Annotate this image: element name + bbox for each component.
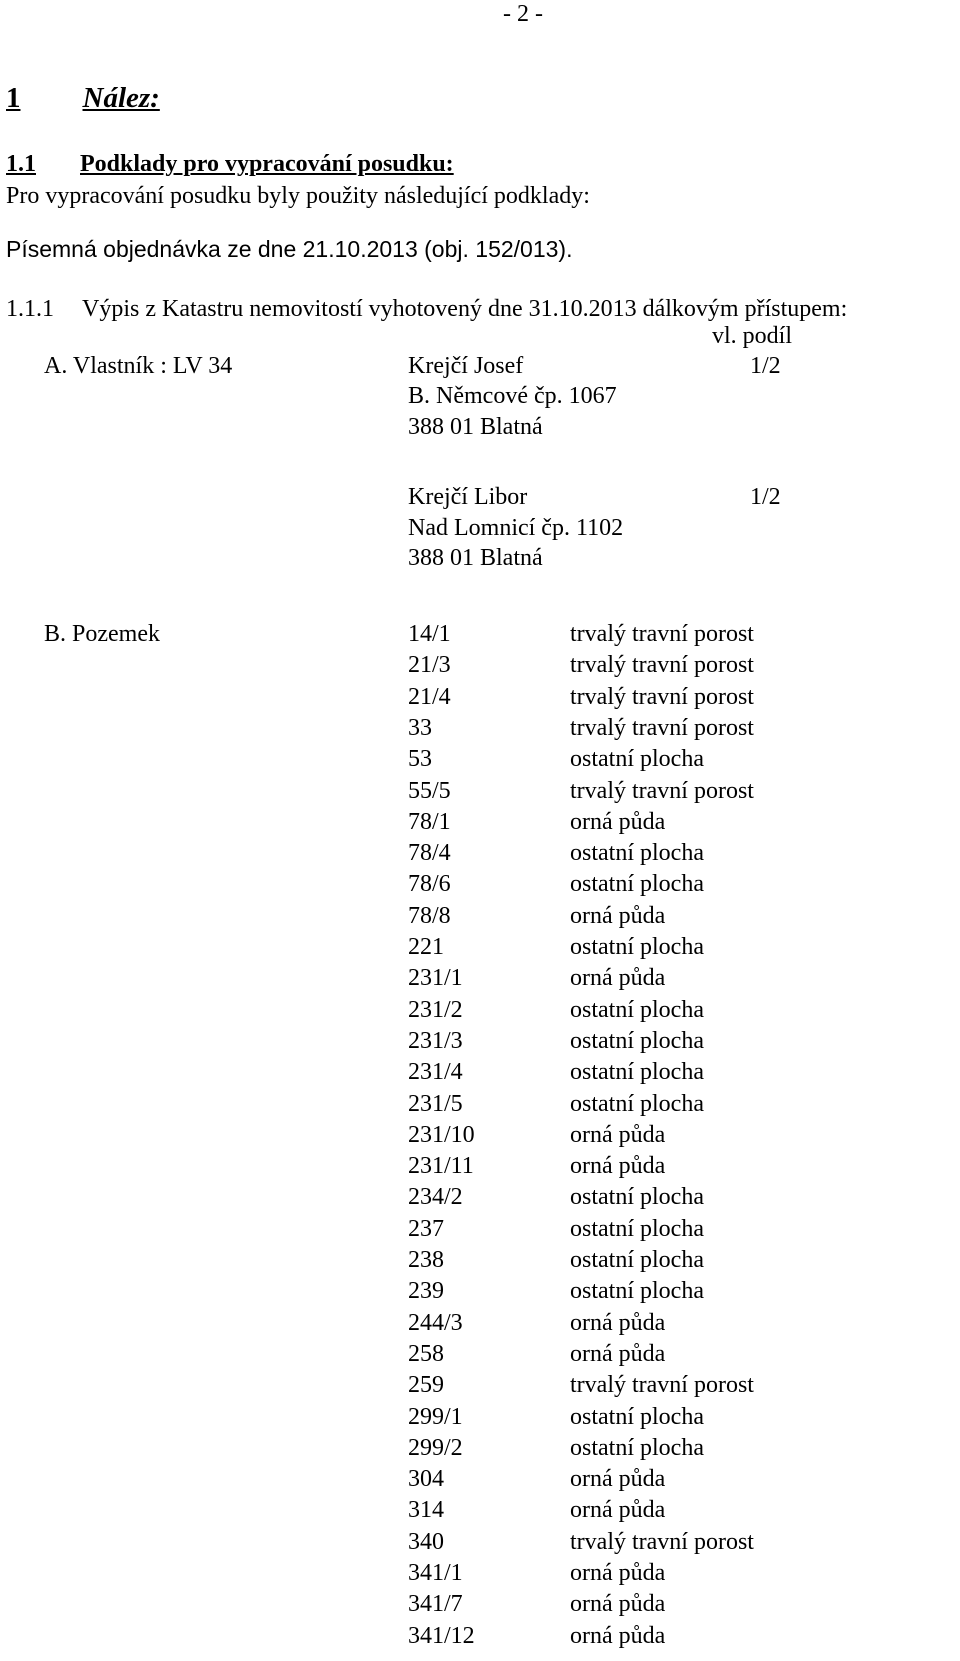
parcel-number: 231/1 [408, 965, 463, 992]
parcels-label: B. Pozemek [44, 621, 160, 647]
section-1-1-1-number: 1.1.1 [6, 296, 54, 322]
parcel-number: 53 [408, 746, 432, 773]
parcel-land-use: orná půda [570, 1121, 666, 1148]
heading-1 [6, 84, 160, 112]
parcel-land-use: orná půda [570, 1153, 666, 1180]
parcel-land-use: ostatní plocha [570, 1027, 704, 1054]
parcel-land-use: trvalý travní porost [570, 1528, 754, 1555]
share-column-header: vl. podíl [712, 323, 793, 349]
parcel-number: 237 [408, 1215, 444, 1242]
owner-label: A. Vlastník : LV 34 [44, 353, 233, 379]
parcel-number: 341/12 [408, 1622, 475, 1649]
parcel-number: 221 [408, 934, 444, 960]
parcel-number: 340 [408, 1528, 444, 1555]
parcel-land-use: ostatní plocha [570, 1059, 704, 1086]
parcel-number: 78/4 [408, 840, 451, 867]
parcel-land-use: ostatní plocha [570, 1434, 704, 1461]
parcel-number: 299/1 [408, 1403, 463, 1430]
parcel-number: 238 [408, 1247, 444, 1273]
section-1-1-heading [6, 150, 454, 178]
owner-share: 1/2 [750, 353, 781, 379]
parcel-land-use: orná půda [570, 808, 666, 835]
parcel-land-use: ostatní plocha [570, 996, 704, 1023]
parcel-number: 231/4 [408, 1059, 463, 1086]
parcel-land-use: orná půda [570, 1497, 666, 1524]
parcel-land-use: orná půda [570, 1560, 666, 1586]
parcel-number: 78/1 [408, 808, 451, 835]
section-1-1-intro: Pro vypracování posudku byly použity následující podklady: [6, 183, 590, 209]
parcel-number: 258 [408, 1340, 444, 1367]
parcel-land-use: orná půda [570, 1309, 666, 1336]
parcel-number: 231/2 [408, 996, 463, 1023]
section-1-1-number: 1.1 [6, 151, 36, 177]
section-1-1-title: Podklady pro vypracování posudku: [80, 151, 454, 177]
parcel-number: 234/2 [408, 1184, 463, 1211]
owner-name: Krejčí Libor [408, 484, 528, 510]
parcel-number: 231/11 [408, 1153, 474, 1180]
parcel-number: 341/1 [408, 1560, 463, 1586]
parcel-land-use: trvalý travní porost [570, 1372, 754, 1399]
parcel-number: 314 [408, 1497, 444, 1524]
parcel-land-use: ostatní plocha [570, 1278, 704, 1305]
parcel-land-use: orná půda [570, 1591, 666, 1618]
parcel-number: 231/10 [408, 1121, 475, 1148]
parcel-land-use: ostatní plocha [570, 1247, 704, 1273]
parcel-land-use: orná půda [570, 1622, 666, 1649]
parcel-land-use: ostatní plocha [570, 1403, 704, 1430]
parcel-land-use: ostatní plocha [570, 1215, 704, 1242]
parcel-number: 299/2 [408, 1434, 463, 1461]
parcel-number: 341/7 [408, 1591, 463, 1618]
heading-1-number: 1 [6, 82, 21, 114]
parcel-number: 231/5 [408, 1090, 463, 1117]
owner-name: Krejčí Josef [408, 353, 524, 379]
owner-city: 388 01 Blatná [408, 414, 543, 440]
parcel-land-use: orná půda [570, 1466, 666, 1493]
parcel-land-use: trvalý travní porost [570, 777, 754, 804]
parcel-land-use: trvalý travní porost [570, 652, 754, 679]
parcel-land-use: trvalý travní porost [570, 683, 754, 710]
section-1-1-1-heading [6, 295, 847, 323]
parcel-land-use: orná půda [570, 1340, 666, 1367]
parcel-number: 78/6 [408, 871, 451, 898]
parcel-number: 78/8 [408, 902, 451, 929]
parcel-number: 55/5 [408, 777, 451, 804]
parcel-land-use: orná půda [570, 902, 666, 929]
owner-street: Nad Lomnicí čp. 1102 [408, 515, 624, 541]
parcel-number: 33 [408, 714, 432, 741]
order-reference: Písemná objednávka ze dne 21.10.2013 (obj. 152/013). [6, 236, 573, 262]
parcel-land-use: ostatní plocha [570, 746, 704, 773]
parcel-land-use: ostatní plocha [570, 871, 704, 898]
parcel-land-use: ostatní plocha [570, 1184, 704, 1211]
owner-city: 388 01 Blatná [408, 545, 543, 571]
parcel-number: 14/1 [408, 621, 451, 647]
parcel-land-use: ostatní plocha [570, 934, 704, 960]
parcel-land-use: ostatní plocha [570, 1090, 704, 1117]
parcel-land-use: trvalý travní porost [570, 714, 754, 741]
parcel-number: 21/4 [408, 683, 451, 710]
section-1-1-1-title: Výpis z Katastru nemovitostí vyhotovený dne 31.10.2013 dálkovým přístupem: [82, 296, 848, 322]
heading-1-title: Nález: [82, 82, 160, 114]
parcel-list [0, 620, 960, 1660]
parcel-number: 244/3 [408, 1309, 463, 1336]
parcel-number: 304 [408, 1466, 444, 1493]
parcel-land-use: trvalý travní porost [570, 621, 754, 647]
owner-share: 1/2 [750, 484, 781, 510]
parcel-land-use: ostatní plocha [570, 840, 704, 867]
page-number: - 2 - [503, 1, 543, 27]
parcel-number: 239 [408, 1278, 444, 1305]
parcel-land-use: orná půda [570, 965, 666, 992]
parcel-number: 21/3 [408, 652, 451, 679]
parcel-number: 259 [408, 1372, 444, 1399]
owner-street: B. Němcové čp. 1067 [408, 383, 617, 409]
parcel-number: 231/3 [408, 1027, 463, 1054]
